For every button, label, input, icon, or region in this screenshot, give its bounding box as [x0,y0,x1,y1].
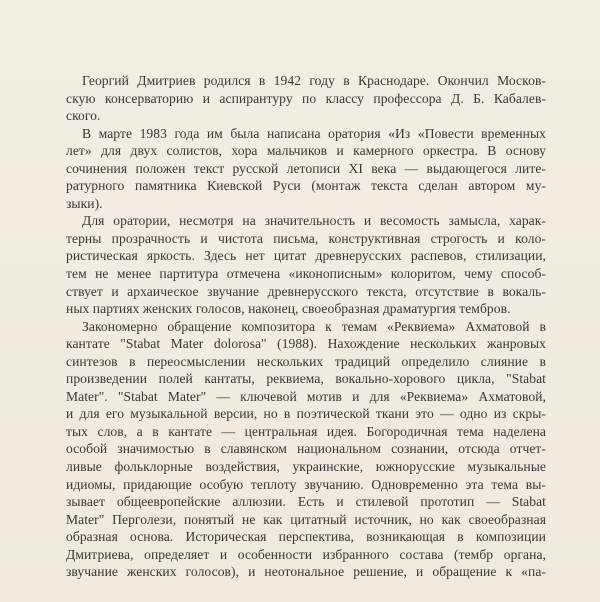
body-text [66,72,546,581]
text-line: терны прозрачность и чистота письма, конструктивная строгость и коло- [66,230,546,246]
text-line: и для его музыкальной версии, но в поэтической ткани это — одно из скры- [66,406,546,422]
text-line: ствует и архаическое звучание древнерусского текста, отсутствие в вокаль- [66,283,546,299]
text-line: тых слов, а в кантате — центральная идея. Богородичная тема наделена [66,423,546,439]
paragraph-oratorio-style [66,212,546,317]
text-line: зывает общеевропейские аллюзии. Есть и стилевой прототип — Stabat [66,494,546,510]
text-line: сочинения положен текст русской летописи XI века — выдающегося лите- [66,160,546,176]
text-line: ристическая яркость. Здесь нет цитат древнерусских распевов, стилизации, [66,248,546,264]
text-line: В марте 1983 года им была написана оратория «Из «Повести временных [82,125,546,141]
text-line: ратурного памятника Киевской Руси (монтаж текста сделан автором му- [66,178,546,194]
text-line: ных партиях женских голосов, наконец, своеобразная драматургия тембров. [66,301,511,317]
text-line: Mater". "Stabat Mater" — ключевой мотив и для «Реквиема» Ахматовой, [66,388,546,404]
text-line: тем не менее партитура отмечена «иконописным» колоритом, чему способ- [66,266,546,282]
text-line: ливые фольклорные воздействия, украинские, южнорусские музыкальные [66,459,546,475]
text-line: лет» для двух солистов, хора мальчиков и камерного оркестра. В основу [66,143,546,159]
text-line: идиомы, придающие особую теплоту звучанию. Одновременно эта тема вы- [66,476,546,492]
text-line: кантате "Stabat Mater dolorosa" (1988). Нахождение нескольких жанровых [66,336,546,352]
text-line: Георгий Дмитриев родился в 1942 году в Краснодаре. Окончил Москов- [82,73,546,88]
text-line: скую консерваторию и аспирантуру по классу профессора Д. Б. Кабалев- [66,90,546,106]
text-line: Дмитриева, определяет и особенности избранного состава (тембр органа, [66,546,546,562]
text-line: особой значимостью в славянском национальном сознании, отсюда отчет- [66,441,546,457]
text-line: синтезов в переосмыслении нескольких традиций определило слияние в [66,353,546,369]
paragraph-biography [66,72,546,125]
text-line: Закономерно обращение композитора к темам «Реквиема» Ахматовой в [82,318,546,334]
text-line: образная основа. Историческая перспектива, возникающая в композиции [66,529,546,545]
paragraph-oratorio [66,125,546,213]
text-line: произведении полей кантаты, реквиема, вокально-хорового цикла, "Stabat [66,371,546,387]
text-line: Mater" Перголези, понятый не как цитатный источник, но как своеобразная [66,511,546,527]
text-line: ского. [66,108,101,124]
text-line: Для оратории, несмотря на значительность и весомость замысла, харак- [82,213,546,229]
text-line: зыки). [66,195,103,211]
text-line: звучание женских голосов), и неотональное решение, и обращение к «па- [66,564,546,580]
paragraph-stabat-mater [66,318,546,581]
